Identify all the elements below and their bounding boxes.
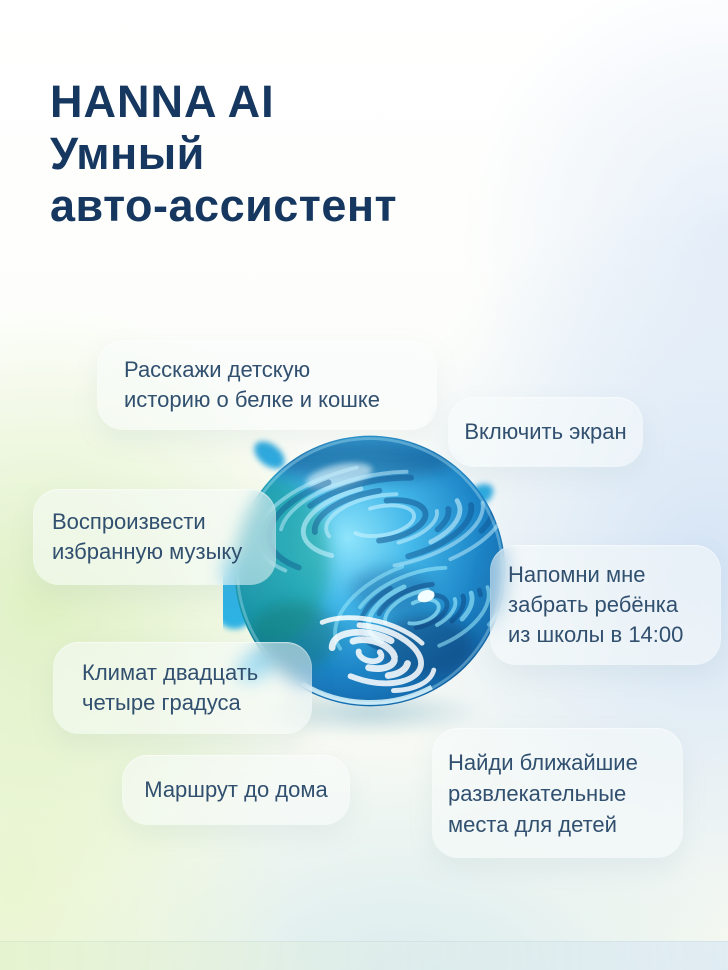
page-title — [50, 76, 397, 232]
bottom-edge-band — [0, 941, 728, 970]
chip-line: Напомни мне — [508, 562, 646, 587]
chip-line: Расскажи детскую — [124, 357, 311, 382]
suggestion-chip-music[interactable] — [33, 489, 276, 585]
chip-line: Найди ближайшие — [448, 749, 638, 775]
suggestion-chip-route[interactable] — [122, 755, 350, 825]
chip-line: из школы в 14:00 — [508, 622, 684, 647]
suggestion-chip-story[interactable] — [97, 340, 437, 430]
suggestion-chip-climate[interactable] — [53, 642, 312, 734]
title-brand: HANNA AI — [50, 76, 275, 127]
suggestion-chip-places[interactable] — [432, 728, 683, 858]
chip-line: Воспроизвести — [52, 509, 206, 534]
chip-line: Включить экран — [464, 419, 627, 444]
chip-line: забрать ребёнка — [508, 592, 679, 617]
chip-line: развлекательные — [448, 780, 627, 806]
title-subtitle-line2: авто-ассистент — [50, 180, 398, 231]
title-subtitle-line1: Умный — [50, 128, 205, 179]
chip-line: Климат двадцать — [82, 660, 259, 685]
chip-line: четыре градуса — [82, 690, 241, 715]
chip-line: историю о белке и кошке — [124, 387, 381, 412]
chip-line: Маршрут до дома — [144, 777, 328, 802]
suggestion-chip-screen[interactable] — [448, 397, 643, 467]
chip-line: места для детей — [448, 811, 617, 837]
chip-line: избранную музыку — [52, 539, 243, 564]
suggestion-chip-reminder[interactable] — [490, 545, 721, 665]
